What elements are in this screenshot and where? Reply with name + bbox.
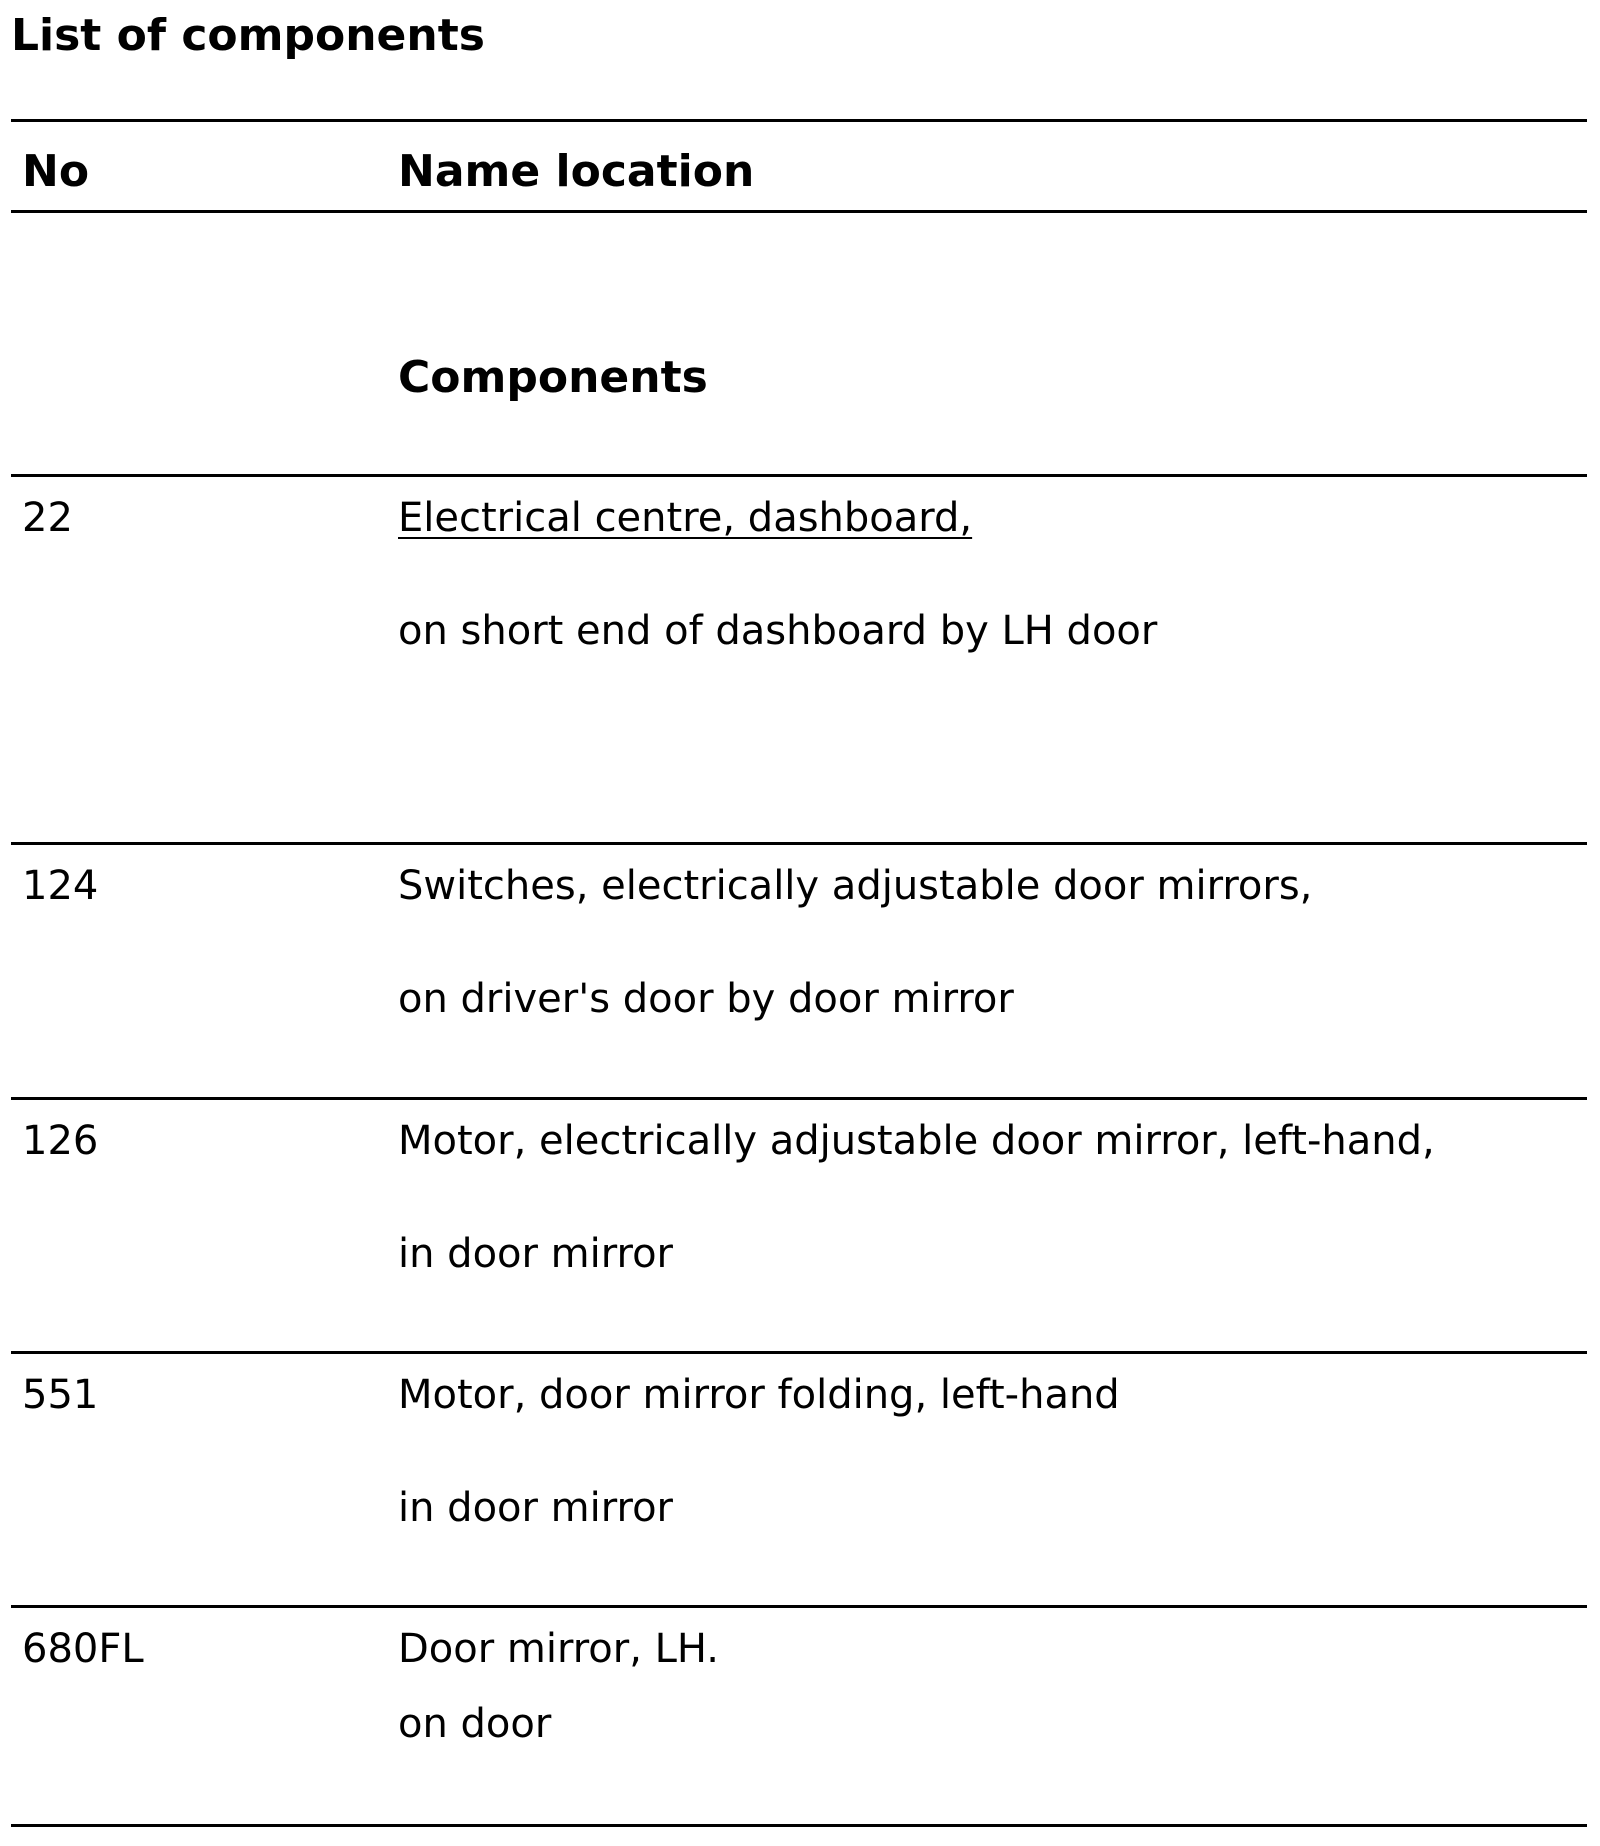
row-divider (11, 1351, 1587, 1354)
component-number: 551 (22, 1372, 99, 1418)
component-number: 22 (22, 495, 73, 541)
row-divider (11, 1605, 1587, 1608)
component-name: Motor, electrically adjustable door mirror, left-hand, (398, 1118, 1435, 1164)
component-number: 124 (22, 863, 99, 909)
header-bottom-rule (11, 210, 1587, 213)
component-number: 680FL (22, 1626, 144, 1672)
component-location: in door mirror (398, 1231, 673, 1277)
section-heading-components: Components (398, 352, 708, 403)
component-name: Electrical centre, dashboard, (398, 495, 973, 541)
component-number: 126 (22, 1118, 99, 1164)
component-name: Door mirror, LH. (398, 1626, 720, 1672)
component-location: in door mirror (398, 1485, 673, 1531)
component-location: on short end of dashboard by LH door (398, 608, 1158, 654)
column-header-name-location: Name location (398, 146, 755, 197)
table-top-rule (11, 119, 1587, 122)
column-header-no: No (22, 146, 90, 197)
row-divider (11, 842, 1587, 845)
component-location: on door (398, 1701, 552, 1747)
component-name: Switches, electrically adjustable door mirrors, (398, 863, 1313, 909)
row-divider (11, 1097, 1587, 1100)
component-name: Motor, door mirror folding, left-hand (398, 1372, 1120, 1418)
document-title: List of components (11, 10, 485, 61)
table-bottom-rule (11, 1824, 1587, 1827)
component-location: on driver's door by door mirror (398, 976, 1014, 1022)
row-divider (11, 474, 1587, 477)
